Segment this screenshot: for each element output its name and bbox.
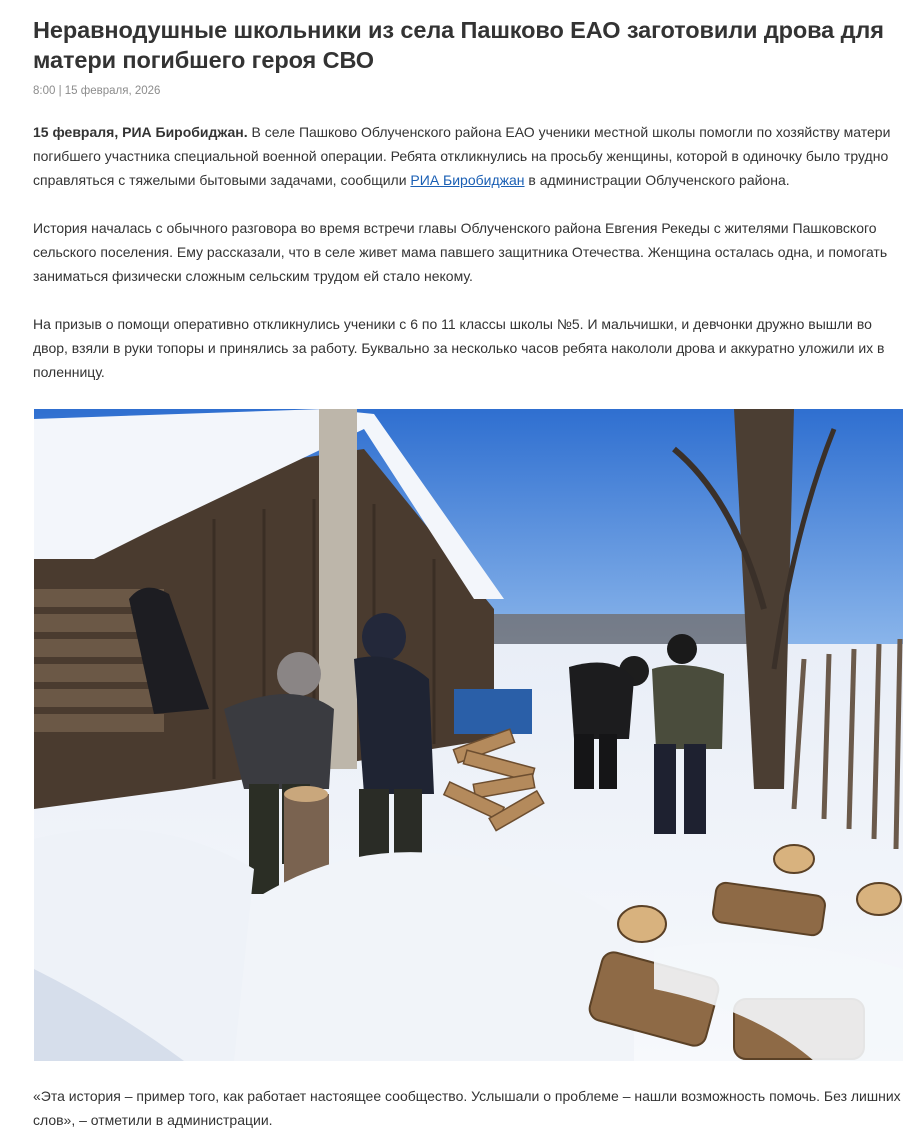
quote-text: «Эта история – пример того, как работает настоящее сообщество. Услышали о проблеме – нашли возможность помочь. Без лишних слов», – отметили в администрации. [33, 1088, 901, 1128]
article-photo [34, 409, 903, 1061]
paragraph-1-text-a: В селе Пашково Облученского района ЕАО ученики местной школы помогли по хозяйству матери погибшего участника специальной военной операции. Ребята откликнулись на просьбу женщины, которой в одиночку было трудно справляться с тяжелыми бытовыми задачами, сообщили [33, 124, 891, 188]
article-meta: 8:00 | 15 февраля, 2026 [33, 85, 161, 97]
ria-birobidzhan-link[interactable]: РИА Биробиджан [410, 172, 525, 188]
photo-illustration [34, 409, 903, 1061]
paragraph-1-text-b: в администрации Облученского района. [524, 172, 790, 188]
lead-dateline: 15 февраля, РИА Биробиджан. [33, 124, 248, 140]
article [33, 15, 903, 384]
paragraph-1 [33, 120, 903, 192]
paragraph-3: На призыв о помощи оперативно откликнулись ученики с 6 по 11 классы школы №5. И мальчишки, и девчонки дружно вышли во двор, взяли в руки топоры и принялись за работу. Буквально за несколько часов ребята накололи дрова и аккуратно уложили их в поленницу. [33, 316, 885, 380]
article-title: Неравнодушные школьники из села Пашково ЕАО заготовили дрова для матери погибшего героя СВО [33, 17, 884, 73]
quote-paragraph [33, 1084, 903, 1132]
blue-box [454, 689, 532, 734]
paragraph-2: История началась с обычного разговора во время встречи главы Облученского района Евгения Рекеды с жителями Пашковского сельского поселения. Ему рассказали, что в селе живет мама павшего защитника Отечества. Женщина осталась одна, и помогать заниматься физически сложным сельским трудом ей стало некому. [33, 220, 888, 284]
